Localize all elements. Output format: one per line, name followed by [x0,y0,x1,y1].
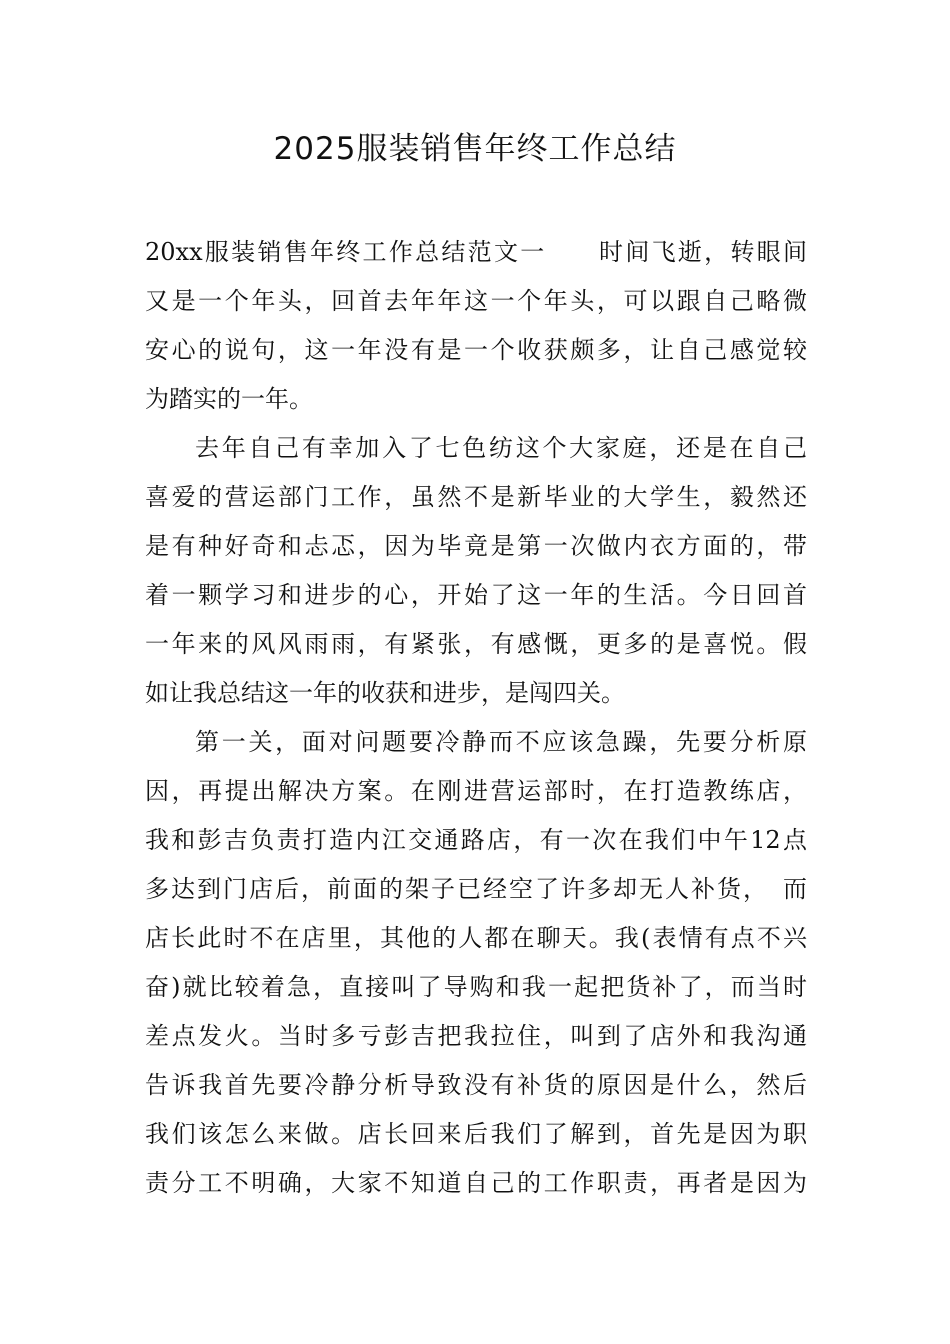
paragraph-line: 告诉我首先要冷静分析导致没有补货的原因是什么，然后 [145,1071,807,1099]
paragraph-line: 多达到门店后，前面的架子已经空了许多却无人补货， 而 [145,875,807,903]
paragraph-line: 着一颗学习和进步的心，开始了这一年的生活。今日回首 [145,581,807,609]
document-title: 2025服装销售年终工作总结 [273,131,677,167]
paragraph-line: 又是一个年头，回首去年年这一个年头，可以跟自己略微 [145,287,807,315]
paragraph-line: 责分工不明确，大家不知道自己的工作职责，再者是因为 [145,1169,807,1197]
paragraph-line: 为踏实的一年。 [145,385,313,413]
paragraph-line: 安心的说句，这一年没有是一个收获颇多，让自己感觉较 [145,336,807,364]
paragraph-line: 店长此时不在店里，其他的人都在聊天。我(表情有点不兴 [145,924,807,952]
document-body [145,228,807,1208]
paragraph-line: 差点发火。当时多亏彭吉把我拉住，叫到了店外和我沟通 [145,1022,807,1050]
paragraph-line: 一年来的风风雨雨，有紧张，有感慨，更多的是喜悦。假 [145,630,807,658]
paragraph-line: 因，再提出解决方案。在刚进营运部时，在打造教练店， [145,777,807,805]
paragraph-line: 是有种好奇和忐忑，因为毕竟是第一次做内衣方面的，带 [145,532,807,560]
paragraph-line: 奋)就比较着急，直接叫了导购和我一起把货补了，而当时 [145,973,807,1001]
paragraph-line: 喜爱的营运部门工作，虽然不是新毕业的大学生，毅然还 [145,483,807,511]
paragraph-line: 第一关，面对问题要冷静而不应该急躁，先要分析原 [195,728,807,756]
paragraph-line: 如让我总结这一年的收获和进步，是闯四关。 [145,679,625,707]
paragraph-line: 我和彭吉负责打造内江交通路店，有一次在我们中午12点 [145,826,807,854]
paragraph-line: 去年自己有幸加入了七色纺这个大家庭，还是在自己 [195,434,807,462]
paragraph-line: 20xx服装销售年终工作总结范文一 时间飞逝，转眼间 [145,238,807,266]
paragraph-line: 我们该怎么来做。店长回来后我们了解到，首先是因为职 [145,1120,807,1148]
